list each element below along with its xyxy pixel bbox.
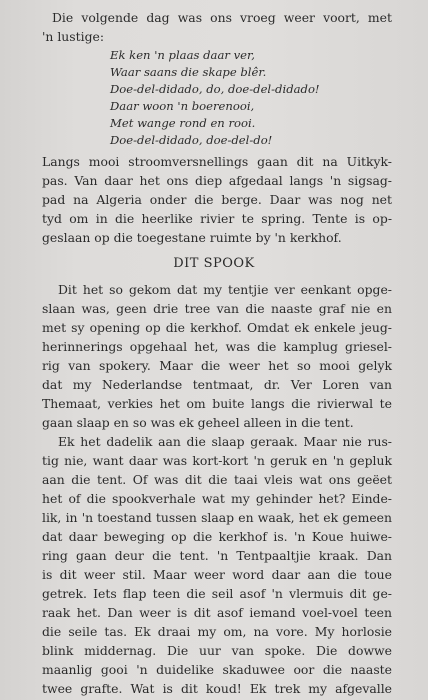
text-line: Dit het so gekom dat my tentjie ver eenkant opge- (58, 282, 392, 297)
text-line: gaan slaap en so was ek geheel alleen in die tent. (42, 415, 354, 430)
text-line: tyd om in die heerlike rivier te spring. Tente is op- (42, 211, 392, 226)
text-line: dat my Nederlandse tentmaat, dr. Ver Loren van (42, 377, 392, 392)
verse-line: Waar saans die skape blêr. (110, 65, 267, 79)
verse-line: Daar woon 'n boerenooi, (110, 99, 255, 113)
text-line: Langs mooi stroomversnellings gaan dit na Uitkyk- (42, 154, 392, 169)
verse-line: Doe-del-didado, do, doe-del-didado! (110, 82, 320, 96)
text-line: dat daar beweging op die kerkhof is. 'n Koue huiwe- (42, 529, 392, 544)
text-line: getrek. Iets flap teen die seil asof 'n vlermuis dit ge- (42, 586, 392, 601)
text-line: Themaat, verkies het om buite langs die rivierwal te (42, 396, 392, 411)
verse-line: Met wange rond en rooi. (110, 116, 256, 130)
intro-line: 'n lustige: (42, 29, 105, 44)
intro-line: Die volgende dag was ons vroeg weer voort, met (52, 10, 392, 25)
section-heading: DIT SPOOK (173, 256, 255, 271)
text-line: Ek het dadelik aan die slaap geraak. Maar nie rus- (58, 434, 392, 449)
text-line: twee grafte. Wat is dit koud! Ek trek my afgevalle (42, 681, 392, 696)
verse-line: Doe-del-didado, doe-del-do! (110, 133, 273, 147)
text-line: aan die tent. Of was dit die taai vleis wat ons geëet (42, 472, 392, 487)
text-line: slaan was, geen drie tree van die naaste graf nie en (42, 301, 392, 316)
text-line: blink middernag. Die uur van spoke. Die dowwe (42, 643, 392, 658)
text-line: herinnerings opgehaal het, was die kamplug griesel- (42, 339, 392, 354)
text-line: ring gaan deur die tent. 'n Tentpaaltjie kraak. Dan (42, 548, 392, 563)
text-line: raak het. Dan weer is dit asof iemand voel-voel teen (42, 605, 392, 620)
text-line: geslaan op die toegestane ruimte by 'n kerkhof. (42, 230, 342, 245)
text-line: die seile tas. Ek draai my om, na vore. My horlosie (42, 624, 392, 639)
text-line: pas. Van daar het ons diep afgedaal langs 'n sigsag- (42, 173, 392, 188)
text-line: pad na Algeria onder die berge. Daar was nog net (42, 192, 392, 207)
text-line: is dit weer stil. Maar weer word daar aan die toue (42, 567, 392, 582)
verse-line: Ek ken 'n plaas daar ver, (110, 48, 255, 62)
text-line: rig van spokery. Maar die weer het so mooi gelyk (42, 358, 392, 373)
text-line: het of die spookverhale wat my gehinder het? Einde- (42, 491, 392, 506)
text-line: maanlig gooi 'n duidelike skaduwee oor die naaste (42, 662, 392, 677)
text-line: tig nie, want daar was kort-kort 'n geruk en 'n gepluk (42, 453, 392, 468)
text-line: lik, in 'n toestand tussen slaap en waak, het ek gemeen (42, 510, 392, 525)
text-line: met sy opening op die kerkhof. Omdat ek enkele jeug- (42, 320, 392, 335)
